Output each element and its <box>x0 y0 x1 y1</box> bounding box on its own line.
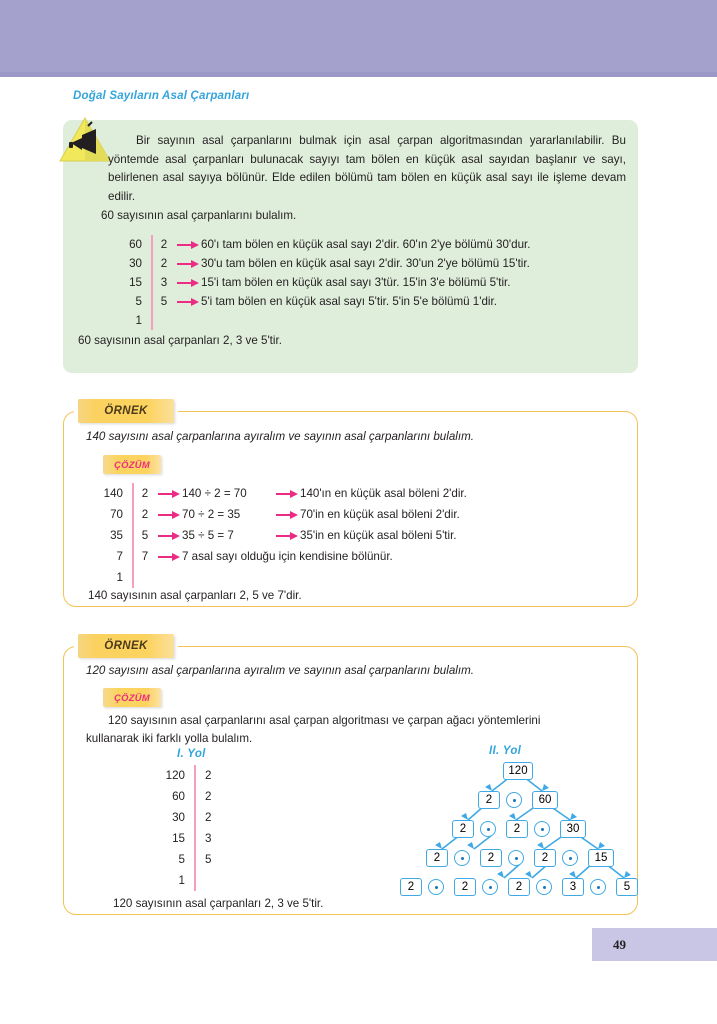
divisor: 2 <box>160 257 168 270</box>
multiply-operator-icon <box>562 850 578 866</box>
tree-node: 30 <box>560 820 586 838</box>
dividend: 1 <box>116 571 123 584</box>
divider-line <box>194 870 196 891</box>
tree-node: 2 <box>506 820 528 838</box>
arrow-right-icon <box>175 297 201 307</box>
info-paragraph <box>108 132 626 206</box>
method-1-label: I. Yol <box>177 748 206 760</box>
table-row <box>111 292 530 311</box>
tree-node: 2 <box>400 878 422 896</box>
divisor: 2 <box>205 769 212 782</box>
multiply-operator-icon <box>534 821 550 837</box>
dividend: 5 <box>135 295 142 308</box>
solution-tag-2 <box>103 688 161 707</box>
dividend: 1 <box>135 314 142 327</box>
solution-tag-label: ÇÖZÜM <box>114 459 150 470</box>
example-paragraph-text: 120 sayısının asal çarpanlarını asal çarpan algoritması ve çarpan ağacı yöntemlerini kullanarak iki farklı yolla bulalım. <box>86 714 541 745</box>
dividend: 35 <box>110 529 123 542</box>
top-decorative-band <box>0 0 717 77</box>
table-row <box>150 765 218 786</box>
table-row <box>92 504 467 525</box>
info-box <box>63 120 638 373</box>
row-expression: 140 ÷ 2 = 70 <box>182 487 247 500</box>
table-row <box>150 870 218 891</box>
example-tail-1: 140 sayısının asal çarpanları 2, 5 ve 7'dir. <box>88 589 302 602</box>
tree-node: 5 <box>616 878 638 896</box>
divisor: 3 <box>205 832 212 845</box>
row-description: 30'u tam bölen en küçük asal sayı 2'dir. 30'un 2'ye bölümü 15'tir. <box>201 257 530 270</box>
dividend: 60 <box>129 238 142 251</box>
dividend: 30 <box>129 257 142 270</box>
example-prompt-2: 120 sayısını asal çarpanlarına ayıralım ve sayının asal çarpanlarını bulalım. <box>86 664 474 677</box>
dividend: 7 <box>116 550 123 563</box>
dividend: 140 <box>103 487 123 500</box>
megaphone-icon <box>58 116 112 166</box>
page-number: 49 <box>613 936 626 952</box>
divisor: 3 <box>160 276 168 289</box>
table-row <box>92 546 467 567</box>
factor-tree-diagram <box>407 758 638 906</box>
dividend: 60 <box>172 790 185 803</box>
row-description: 7 asal sayı olduğu için kendisine bölünür. <box>182 550 393 563</box>
tree-node: 3 <box>562 878 584 896</box>
multiply-operator-icon <box>480 821 496 837</box>
tree-node: 2 <box>478 791 500 809</box>
arrow-right-icon <box>156 510 182 520</box>
table-row <box>150 807 218 828</box>
divider-line <box>151 311 153 330</box>
divisor: 5 <box>205 853 212 866</box>
table-row <box>92 567 467 588</box>
arrow-right-icon <box>274 489 300 499</box>
arrow-right-icon <box>175 259 201 269</box>
tree-node: 2 <box>508 878 530 896</box>
page-title: Doğal Sayıların Asal Çarpanları <box>73 90 250 102</box>
divisor: 2 <box>205 790 212 803</box>
top-band-edge <box>0 72 717 77</box>
row-expression: 35 ÷ 5 = 7 <box>182 529 234 542</box>
dividend: 120 <box>165 769 185 782</box>
multiply-operator-icon <box>482 879 498 895</box>
divisor: 2 <box>141 508 149 521</box>
dividend: 5 <box>178 853 185 866</box>
divisor: 2 <box>205 811 212 824</box>
table-row <box>150 849 218 870</box>
division-table-60 <box>111 235 530 330</box>
multiply-operator-icon <box>590 879 606 895</box>
page-number-badge <box>592 928 717 961</box>
row-description: 60'ı tam bölen en küçük asal sayı 2'dir. 60'ın 2'ye bölümü 30'dur. <box>201 238 531 251</box>
divisor: 7 <box>141 550 149 563</box>
divisor: 2 <box>141 487 149 500</box>
example-tail-2: 120 sayısının asal çarpanları 2, 3 ve 5'tir. <box>113 897 324 910</box>
example-tag-2 <box>78 634 174 658</box>
solution-tag-label: ÇÖZÜM <box>114 692 150 703</box>
multiply-operator-icon <box>536 879 552 895</box>
page-footer-strip <box>0 985 717 1024</box>
arrow-right-icon <box>175 240 201 250</box>
tree-node: 2 <box>452 820 474 838</box>
dividend: 15 <box>129 276 142 289</box>
tree-node: 2 <box>426 849 448 867</box>
table-row <box>111 311 530 330</box>
table-row <box>92 483 467 504</box>
division-table-140 <box>92 483 467 588</box>
table-row <box>92 525 467 546</box>
table-row <box>111 254 530 273</box>
arrow-right-icon <box>274 531 300 541</box>
row-description: 15'i tam bölen en küçük asal sayı 3'tür. 15'in 3'e bölümü 5'tir. <box>201 276 511 289</box>
row-expression: 70 ÷ 2 = 35 <box>182 508 241 521</box>
row-description: 5'i tam bölen en küçük asal sayı 5'tir. 5'in 5'e bölümü 1'dir. <box>201 295 497 308</box>
row-description: 140'ın en küçük asal böleni 2'dir. <box>300 487 467 500</box>
dividend: 15 <box>172 832 185 845</box>
dividend: 70 <box>110 508 123 521</box>
tree-node: 60 <box>532 791 558 809</box>
table-row <box>150 786 218 807</box>
tree-node: 15 <box>588 849 614 867</box>
multiply-operator-icon <box>508 850 524 866</box>
tree-node: 120 <box>503 762 533 780</box>
arrow-right-icon <box>156 531 182 541</box>
divisor: 2 <box>160 238 168 251</box>
arrow-right-icon <box>156 552 182 562</box>
multiply-operator-icon <box>428 879 444 895</box>
divisor: 5 <box>141 529 149 542</box>
info-lead-text: 60 sayısının asal çarpanlarını bulalım. <box>101 209 297 222</box>
arrow-right-icon <box>274 510 300 520</box>
example-paragraph-2 <box>86 712 596 748</box>
row-description: 70'in en küçük asal böleni 2'dir. <box>300 508 460 521</box>
info-tail-text: 60 sayısının asal çarpanları 2, 3 ve 5'tir. <box>78 334 282 347</box>
tree-node: 2 <box>480 849 502 867</box>
multiply-operator-icon <box>506 792 522 808</box>
example-tag-label: ÖRNEK <box>104 640 148 652</box>
tree-node: 2 <box>454 878 476 896</box>
method-2-label: II. Yol <box>489 745 522 757</box>
example-tag-label: ÖRNEK <box>104 405 148 417</box>
arrow-right-icon <box>156 489 182 499</box>
example-prompt-1: 140 sayısını asal çarpanlarına ayıralım ve sayının asal çarpanlarını bulalım. <box>86 430 474 443</box>
info-paragraph-text: Bir sayının asal çarpanlarını bulmak için asal çarpan algoritmasından yararlanılabilir. Bu yöntemde asal çarpanları bulunacak sayıyı tam bölen en küçük asal sayıdan başlanır ve sayı, belirlenen asal sayıya bölünür. Elde edilen bölümü tam bölen en küçük asal sayı ile işleme devam edilir. <box>108 134 626 203</box>
example-tag-1 <box>78 399 174 423</box>
dividend: 30 <box>172 811 185 824</box>
multiply-operator-icon <box>454 850 470 866</box>
division-table-120 <box>150 765 218 891</box>
table-row <box>111 273 530 292</box>
table-row <box>150 828 218 849</box>
arrow-right-icon <box>175 278 201 288</box>
solution-tag-1 <box>103 455 161 474</box>
divisor: 5 <box>160 295 168 308</box>
tree-node: 2 <box>534 849 556 867</box>
divider-line <box>132 567 134 588</box>
table-row <box>111 235 530 254</box>
dividend: 1 <box>178 874 185 887</box>
row-description: 35'in en küçük asal böleni 5'tir. <box>300 529 457 542</box>
